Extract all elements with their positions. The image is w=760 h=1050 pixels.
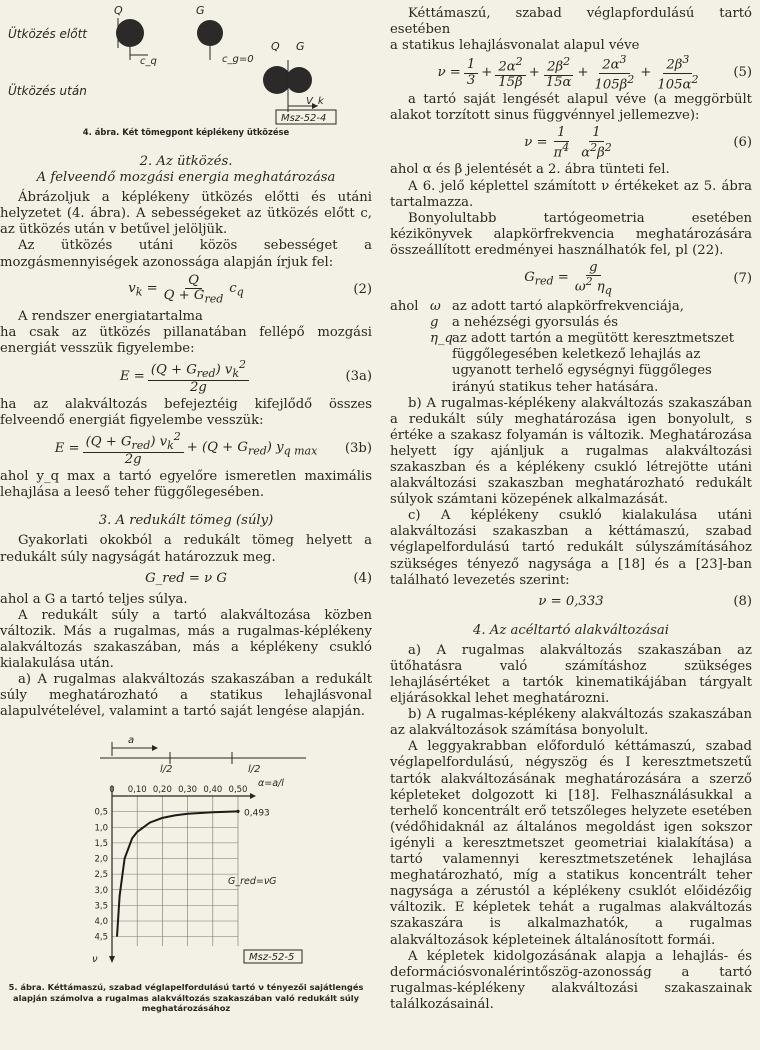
para-r4: ahol α és β jelentését a 2. ábra tünteti fel. — [390, 162, 670, 178]
fig5-y-tick: 3,5 — [94, 901, 108, 912]
equation-3b: E = $\frac{(Q + G_{red}) v_k^2}{2g}$ + $(Q + G_{red})$ $y_{q max}$ (3b) — [54, 429, 372, 467]
para-r10: b) A rugalmas-képlékeny alakváltozás szakaszában az alakváltozások számítása bonyolult. — [390, 707, 752, 739]
fig5-x-tick: 0,30 — [178, 785, 198, 796]
fig5-a-label: a — [128, 735, 135, 747]
fig4-stamp: Msz-52-4 — [281, 113, 327, 124]
para-r9: a) A rugalmas alakváltozás szakaszában az ütőhatásra való számításhoz szükséges lehajlásértéket a tartók kinematikájában tárgyalt eljárásokkal lehet meghatározni. — [390, 642, 752, 707]
fig5-y-tick: 0,5 — [94, 807, 108, 818]
def3-text: az adott tartón a megütött keresztmetszet függőlegesében keletkező lehajlás az ugyanott terhelő egységnyi függőleges irányú statikus teher hatására. — [452, 331, 735, 395]
eq4-number: (4) — [353, 570, 372, 586]
eq8-number: (8) — [733, 593, 752, 609]
fig5-end-point — [236, 810, 239, 813]
para-r7: b) A rugalmas-képlékeny alakváltozás szakaszában a redukált súly meghatározása igen bonyolult, s értéke a szakasz folyamán is változik. Meghatározása helyett így ajánljuk a rugalmas alakváltozási szakaszban és a képlékeny csukló létrejötte utáni alakváltozási szakaszban meghatározható redukált súlyok számtani közepének alkalmazását. — [390, 395, 752, 508]
def-intro: ahol — [390, 299, 419, 315]
eq6-number: (6) — [733, 135, 752, 151]
fig5-end-value: 0,493 — [244, 808, 270, 819]
fig4-caption: 4. ábra. Két tömegpont képlékeny ütközése — [82, 127, 290, 137]
eq3a-number: (3a) — [345, 368, 372, 384]
definitions — [390, 299, 752, 396]
section-3-title: 3. A redukált tömeg (súly) — [98, 513, 274, 529]
fig5-y-axis-label: ν — [92, 954, 98, 966]
def2-text: a nehézségi gyorsulás és — [452, 315, 619, 331]
fig5-l2-right: l/2 — [248, 764, 261, 776]
fig5-caption: 5. ábra. Kéttámaszú, szabad véglapelfordulású tartó ν tényezői sajátlengés alapján számolva a rugalmas alakváltozás szakaszában való redukált súly meghatározásához — [8, 982, 364, 1014]
equation-2: $v_k$ = $\frac{Q}{Q + G_{red}}$ $c_q$ (2) — [128, 272, 372, 306]
para-l3b: ha csak az ütközés pillanatában fellépő mozgási energiát vesszük figyelembe: — [0, 324, 372, 356]
section-2-subtitle: A felveendő mozgási energia meghatározása — [36, 170, 336, 186]
para-l3a: A rendszer energiatartalma — [18, 308, 203, 324]
def2-symbol: g — [430, 315, 439, 331]
figure-5-chart — [0, 728, 372, 980]
para-r2: a statikus lehajlásvonalat alapul véve — [390, 38, 640, 54]
mass-q-before — [116, 19, 144, 47]
fig5-x-tick: 0,50 — [228, 785, 248, 796]
para-l7: ahol a G a tartó teljes súlya. — [0, 591, 188, 607]
para-r1: Kéttámaszú, szabad véglapfordulású tartó esetében — [390, 6, 752, 38]
fig5-y-tick: 4,0 — [94, 917, 108, 928]
eq8-body: ν = 0,333 — [538, 593, 604, 609]
equation-5: ν = $\frac{1}{3}$ + $\frac{2\alpha^2}{15\beta}$ + $\frac{2\beta^2}{15\alpha}$ + $\frac{2\alpha^3}{105\beta^2}$ + $\frac{2\beta^3}{105\alpha^2}$ (5) — [437, 52, 752, 93]
fig5-x-arrow — [250, 793, 256, 799]
para-r12: A képletek kidolgozásának alapja a lehajlás- és deformációsvonalérintőszög-azonosság a tartó rugalmas-képlékeny alakváltozási szakaszainak találkozásainál. — [390, 948, 752, 1012]
fig5-stamp: Msz-52-5 — [249, 952, 295, 964]
fig5-alpha-label: α=a/l — [258, 778, 284, 790]
fig4-vk: V_k — [306, 96, 324, 107]
fig5-y-tick: 2,0 — [94, 854, 108, 865]
def3-symbol: η_q — [430, 331, 453, 347]
fig5-x-tick: 0 — [109, 785, 115, 796]
fig4-q2: Q — [271, 40, 280, 53]
fig5-x-tick: 0,20 — [152, 785, 172, 796]
def1-symbol: ω — [430, 299, 441, 315]
para-l5: ahol y_q max a tartó egyelőre ismeretlen maximális lehajlása a leeső teher függőlegesében. — [0, 469, 372, 501]
equation-4 — [0, 566, 372, 592]
fig4-q1: Q — [114, 4, 123, 17]
equation-8 — [390, 589, 752, 615]
fig5-l2-left: l/2 — [160, 764, 173, 776]
para-l4: ha az alakváltozás befejeztéig kifejlődő összes felveendő energiát figyelembe vesszük: — [0, 396, 372, 429]
fig5-y-tick: 1,5 — [94, 839, 108, 850]
para-l8: A redukált súly a tartó alakváltozása közben változik. Más a rugalmas, más a rugalmas-képlékeny alakváltozás szakaszában, más a képlékeny csukló kialakulása után. — [0, 607, 372, 671]
mass-g-after — [286, 67, 312, 93]
para-r3: a tartó saját lengését alapul véve (a meggörbült alakot torzított sinus függvénnyel jellemezve): — [390, 92, 752, 124]
equation-7: $G_{red}$ = $\frac{g}{\omega^2 \eta_q}$ (7) — [524, 259, 752, 298]
fig5-x-tick: 0,10 — [127, 785, 147, 796]
para-l6: Gyakorlati okokból a redukált tömeg helyett a redukált súly nagyságát határozzuk meg. — [0, 533, 372, 565]
fig4-cq: c_q — [140, 56, 157, 67]
fig5-y-tick: 2,5 — [94, 870, 108, 881]
fig4-label-after: Ütközés után — [8, 84, 87, 98]
fig5-y-tick: 1,0 — [94, 823, 108, 834]
figure-4 — [0, 0, 372, 138]
eq4-body: G_red = ν G — [145, 570, 227, 586]
para-l1: Ábrázoljuk a képlékeny ütközés előtti és utáni helyzetet (4. ábra). A sebességeket az ütközés előtt c, az ütközés után v betűvel jelöljük. — [0, 190, 372, 238]
fig5-y-tick: 4,5 — [94, 932, 108, 943]
para-r5: A 6. jelő képlettel számított ν értékeket az 5. ábra tartalmazza. — [390, 178, 752, 210]
equation-6: ν = $\frac{1}{\pi^4}$ $\frac{1}{\alpha^2\beta^2}$ (6) — [524, 125, 752, 161]
para-l9: a) A rugalmas alakváltozás szakaszában a redukált súly meghatározható a statikus lehajlásvonal alapulvételével, valamint a tartó saját lengése alapján. — [0, 672, 372, 720]
para-r8: c) A képlékeny csukló kialakulása utáni alakváltozási szakaszban a kéttámaszú, szabad véglapelfordulású tartó redukált súlyszámításához szükséges tényező nagysága a [18] és a [23]-ban található levezetés szerint: — [390, 508, 752, 588]
fig4-cg: c_g=0 — [222, 54, 254, 65]
section-2-title: 2. Az ütközés. — [139, 154, 233, 169]
eq3b-number: (3b) — [344, 441, 372, 457]
para-r11: A leggyakrabban előforduló kéttámaszú, szabad véglapelfordulású, négyszög és I keresztmetszetű tartók alakváltozásának meghatározására a szerző képleteket dolgozott ki [18]. Felhasználásukkal a terhelő koncentrált erő tetszőleges helyzete esetében (védőhidaknál az általános megoldást igen sokszor igényli a keresztmetszet geometriai kialakítása) a tartó valamennyi keresztmetszetének lehajlása meghatározható, míg a statikus koncentrált teher nagysága a zérustól a képlékeny csuklót előidézőig változik. E képletek tehát a rugalmas alakváltozás szakaszára is alkalmazhatók, a rugalmas alakváltozások képleteinek általánosított formái. — [390, 739, 752, 948]
eq7-number: (7) — [733, 270, 752, 286]
mass-g-before — [197, 20, 223, 46]
para-r6: Bonyolultabb tartógeometria esetében kézikönyvek alapkörfrekvencia meghatározására összeállított eredményei használhatók fel, pl (22). — [390, 210, 752, 258]
fig5-y-tick: 3,0 — [94, 886, 108, 897]
left-column — [0, 0, 372, 1013]
section-4-title: 4. Az acéltartó alakváltozásai — [473, 622, 669, 638]
def1-text: az adott tartó alapkörfrekvenciája, — [452, 299, 684, 315]
right-column — [390, 0, 752, 1013]
fig4-g2: G — [296, 40, 305, 53]
fig5-curve-label: G_red=νG — [228, 876, 277, 888]
fig4-label-before: Ütközés előtt — [8, 27, 87, 41]
fig5-y-arrow — [109, 956, 115, 963]
para-l2: Az ütközés utáni közös sebességet a mozgásmennyiségek azonossága alapján írjuk fel: — [0, 238, 372, 270]
eq2-number: (2) — [353, 281, 372, 297]
fig5-x-tick: 0,40 — [203, 785, 223, 796]
equation-3a: E = $\frac{(Q + G_{red}) v_k^2}{2g}$ (3a) — [119, 357, 372, 395]
fig4-g1: G — [196, 4, 205, 17]
eq5-number: (5) — [733, 65, 752, 81]
